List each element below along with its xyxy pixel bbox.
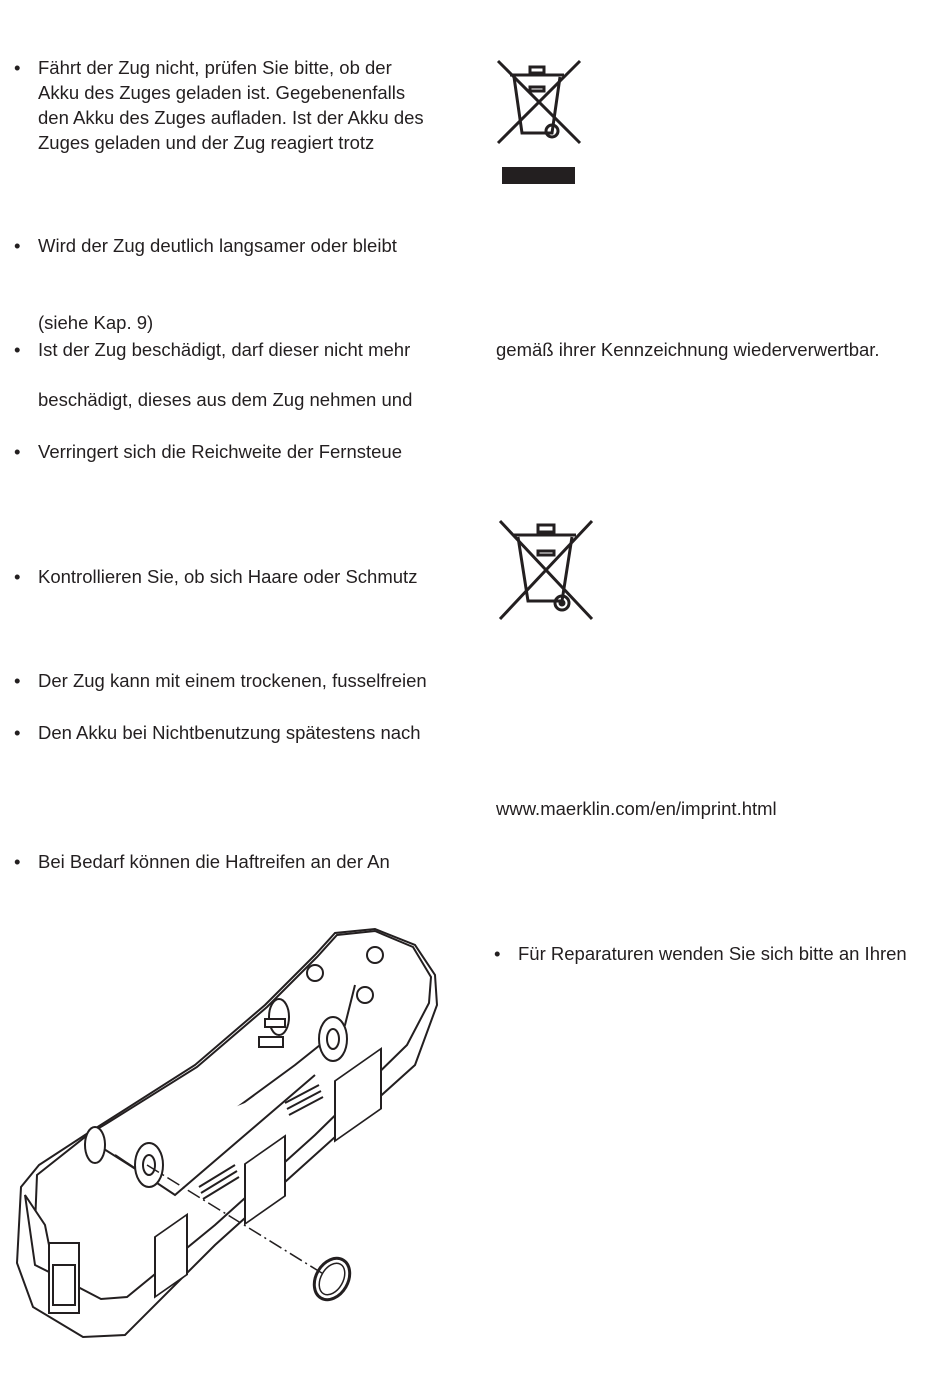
list-item-cleaning: • Der Zug kann mit einem trockenen, fusselfreien (14, 668, 444, 693)
crossed-out-wheelie-bin-icon (496, 517, 596, 622)
list-item-text: Für Reparaturen wenden Sie sich bitte an Ihren (518, 943, 907, 964)
crossed-out-wheelie-bin-icon (494, 55, 584, 187)
list-item-text: Kontrollieren Sie, ob sich Haare oder Schmutz (38, 566, 418, 587)
list-item-check-battery: • Fährt der Zug nicht, prüfen Sie bitte, ob der Akku des Zuges geladen ist. Gegebenenfalls den Akku des Zuges aufladen. Ist der Akku des Zuges geladen und der Zug reagiert trotz (14, 55, 444, 155)
list-item-remote-range: • Verringert sich die Reichweite der Fernsteue (14, 439, 444, 464)
list-item-text: (siehe Kap. 9) (38, 312, 154, 333)
list-item-text: Fährt der Zug nicht, prüfen Sie bitte, ob der Akku des Zuges geladen ist. Gegebenenfalls den Akku des Zuges aufladen. Ist der Akku des Zuges geladen und der Zug reagiert trotz (38, 57, 424, 153)
list-item-battery-storage: • Den Akku bei Nichtbenutzung spätestens nach (14, 720, 444, 745)
list-item-text: beschädigt, dieses aus dem Zug nehmen und (38, 389, 413, 410)
list-item-text: Wird der Zug deutlich langsamer oder bleibt (38, 235, 397, 256)
list-item-traction-tires: • Bei Bedarf können die Haftreifen an der An (14, 849, 444, 874)
list-item-battery-damaged (14, 387, 444, 412)
list-item-chapter-ref (14, 310, 444, 335)
list-item-repairs: • Für Reparaturen wenden Sie sich bitte an Ihren (494, 941, 950, 966)
list-item-train-slower: • Wird der Zug deutlich langsamer oder bleibt (14, 233, 444, 258)
imprint-link[interactable]: www.maerklin.com/en/imprint.html (496, 798, 777, 819)
list-item-train-damaged: • Ist der Zug beschädigt, darf dieser nicht mehr (14, 337, 444, 362)
list-item-text: Verringert sich die Reichweite der Fernsteue (38, 441, 403, 462)
recycling-note: gemäß ihrer Kennzeichnung wiederverwertbar. (496, 339, 880, 360)
list-item-text: Bei Bedarf können die Haftreifen an der An (38, 851, 390, 872)
list-item-text: Ist der Zug beschädigt, darf dieser nicht mehr (38, 339, 411, 360)
list-item-check-hair-dirt: • Kontrollieren Sie, ob sich Haare oder Schmutz (14, 564, 444, 589)
list-item-text: Den Akku bei Nichtbenutzung spätestens nach (38, 722, 421, 743)
list-item-text: Der Zug kann mit einem trockenen, fusselfreien (38, 670, 427, 691)
train-underside-illustration (15, 925, 445, 1345)
